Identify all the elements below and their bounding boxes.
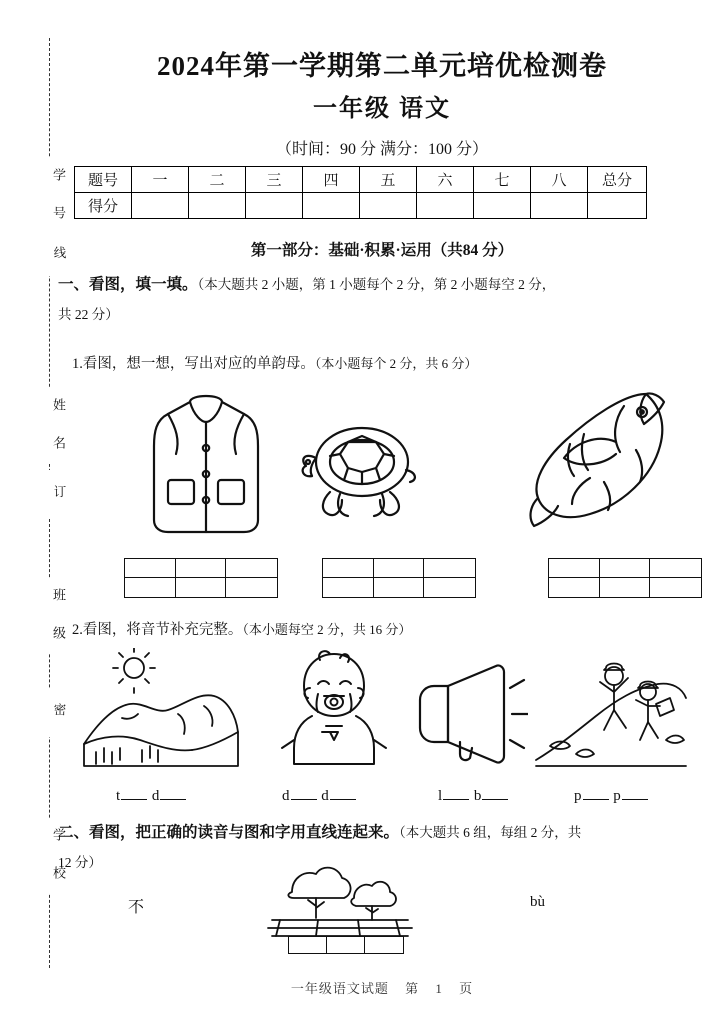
question-1-number: 一、 [58, 276, 90, 293]
question-1-heading [58, 272, 688, 298]
score-table [74, 166, 647, 219]
score-table-col-6: 六 [417, 167, 474, 193]
score-cell-6[interactable] [417, 193, 474, 219]
score-table-col-1: 一 [132, 167, 189, 193]
megaphone-picture [408, 658, 528, 768]
syllable-2-second: d [321, 788, 330, 804]
binding-label-xuexiao: 学 校 [32, 818, 68, 894]
question-1-sub-2 [72, 618, 692, 639]
binding-label-xingming: 姓 名 [32, 388, 68, 464]
syllable-1-first: t [116, 788, 122, 804]
mountain-sun-picture [82, 648, 240, 768]
turtle-picture [290, 406, 430, 538]
question-1-sub-1 [72, 352, 692, 373]
table-row-header [75, 167, 647, 193]
question-1-sub-2-text: 2.看图，将音节补充完整。 [72, 622, 243, 638]
footer-doc-name: 一年级语文试题 [290, 981, 389, 996]
syllable-blank-4[interactable] [574, 788, 648, 805]
binding-label-ding: 订 [32, 470, 68, 518]
syllable-3-first: l [438, 788, 444, 804]
binding-label-mi: 密 [32, 688, 68, 736]
time-and-score-line: （时间：90 分 满分：100 分） [275, 141, 488, 158]
score-cell-3[interactable] [246, 193, 303, 219]
score-table-col-3: 三 [246, 167, 303, 193]
binding-label-banji: 班 级 [32, 578, 68, 654]
syllable-blank-1[interactable] [116, 788, 186, 805]
coat-picture [146, 388, 266, 538]
answer-grid-1[interactable] [124, 558, 278, 598]
question-2-heading [58, 820, 698, 846]
score-table-row-label: 题号 [75, 167, 132, 193]
score-table-col-2: 二 [189, 167, 246, 193]
question-1-sub-1-text: 1.看图，想一想，写出对应的单韵母。 [72, 356, 315, 372]
score-cell-4[interactable] [303, 193, 360, 219]
score-table-col-4: 四 [303, 167, 360, 193]
binding-label-xian: 线 [32, 234, 68, 276]
score-table-row-label-score: 得分 [75, 193, 132, 219]
score-cell-7[interactable] [474, 193, 531, 219]
footer-page-suffix: 页 [459, 981, 474, 996]
syllable-4-first: p [574, 788, 583, 804]
answer-grid-3[interactable] [548, 558, 702, 598]
page-subtitle: 一年级 语文 [313, 96, 451, 122]
score-cell-1[interactable] [132, 193, 189, 219]
syllable-1-second: d [151, 788, 161, 804]
question-1-note: （本大题共 2 小题，第 1 小题每个 2 分，第 2 小题每空 2 分， [197, 277, 556, 292]
score-cell-5[interactable] [360, 193, 417, 219]
syllable-2-first: d [282, 788, 291, 804]
footer-page-prefix: 第 [405, 981, 420, 996]
score-cell-2[interactable] [189, 193, 246, 219]
syllable-4-second: p [613, 788, 622, 804]
question-1-sub-2-note: （本小题每空 2 分，共 16 分） [242, 622, 412, 637]
syllable-blank-2[interactable] [282, 788, 356, 805]
answer-grid-2[interactable] [322, 558, 476, 598]
question-1-note-line2: 共 22 分） [58, 307, 119, 322]
score-table-col-7: 七 [474, 167, 531, 193]
answer-grid-4[interactable] [288, 936, 404, 954]
score-table-col-total: 总分 [588, 167, 647, 193]
question-2-number: 二、 [58, 824, 90, 841]
score-cell-8[interactable] [531, 193, 588, 219]
part-one-title: 第一部分：基础·积累·运用（共84 分） [250, 242, 514, 259]
syllable-blank-3[interactable] [438, 788, 508, 805]
page-footer [72, 978, 692, 997]
question-2-note: （本大题共 6 组，每组 2 分，共 [399, 825, 582, 840]
fish-picture [520, 372, 680, 542]
binding-label-xuehao: 学 号 [32, 158, 68, 234]
footer-page-number: 1 [435, 981, 443, 996]
score-cell-total[interactable] [588, 193, 647, 219]
question-2-note-line2: 12 分） [58, 855, 102, 870]
question-2-label: 看图，把正确的读音与图和字用直线连起来。 [89, 824, 400, 841]
question-1-label: 看图，填一填。 [89, 276, 198, 293]
table-row-scores [75, 193, 647, 219]
climbing-picture [532, 648, 688, 772]
connect-pinyin-bu[interactable]: bù [530, 894, 545, 910]
syllable-3-second: b [473, 788, 483, 804]
crying-baby-picture [278, 648, 388, 768]
score-table-col-5: 五 [360, 167, 417, 193]
connect-char-bu[interactable]: 不 [128, 899, 145, 916]
question-1-sub-1-note: （本小题每个 2 分，共 6 分） [314, 356, 478, 371]
score-table-col-8: 八 [531, 167, 588, 193]
page-title: 2024年第一学期第二单元培优检测卷 [157, 51, 607, 81]
